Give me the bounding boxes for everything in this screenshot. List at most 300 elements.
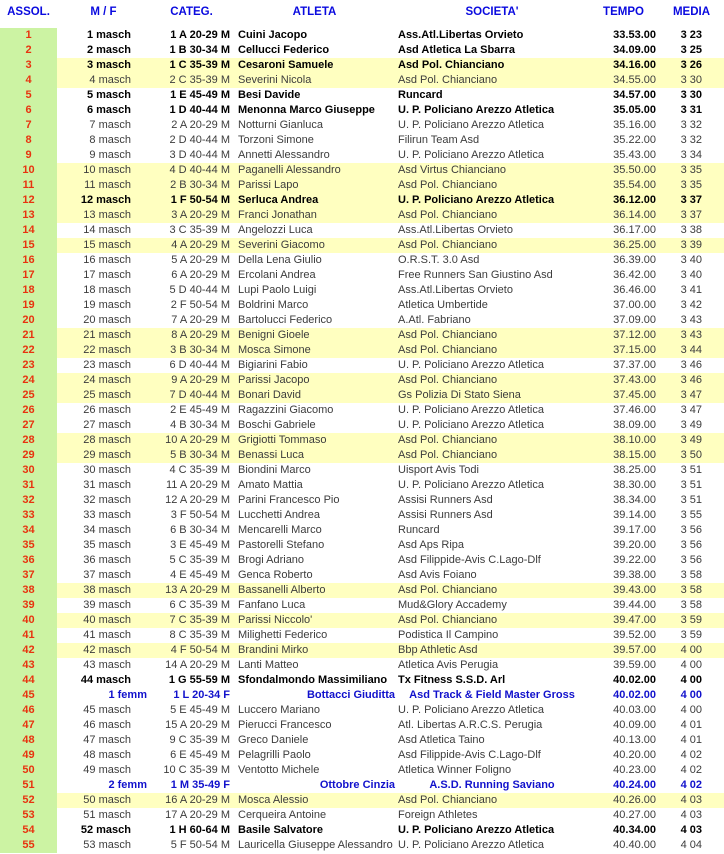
category-cell: 16 A 20-29 M	[150, 793, 233, 808]
team-cell: Asd Pol. Chianciano	[396, 178, 588, 193]
table-row	[0, 298, 724, 313]
overall-position-cell: 45	[0, 688, 57, 703]
time-cell: 34.57.00	[613, 89, 656, 101]
gender-rank-cell: 32 masch	[83, 494, 131, 506]
gender-rank-cell: 45 masch	[83, 704, 131, 716]
athlete-name-cell: Ottobre Cinzia	[319, 779, 395, 791]
pace-cell: 3 58	[680, 599, 702, 611]
pace-cell: 4 02	[680, 749, 702, 761]
overall-position-cell: 22	[0, 343, 57, 358]
athlete-name-cell: Brogi Adriano	[238, 554, 305, 566]
time-cell: 36.42.00	[613, 269, 656, 281]
pace-cell: 4 02	[680, 779, 702, 791]
gender-rank-cell: 26 masch	[83, 404, 131, 416]
category-cell: 6 B 30-34 M	[170, 524, 230, 536]
table-row	[0, 793, 724, 808]
category-cell: 7 A 20-29 M	[171, 314, 230, 326]
time-cell: 35.05.00	[613, 104, 656, 116]
table-row	[0, 748, 724, 763]
pace-cell: 3 40	[680, 254, 702, 266]
time-cell: 40.09.00	[613, 719, 656, 731]
time-cell: 35.43.00	[613, 149, 656, 161]
category-cell: 13 A 20-29 M	[150, 583, 233, 598]
overall-position-cell: 11	[0, 178, 57, 193]
overall-position-cell: 29	[0, 448, 57, 463]
category-cell: 2 E 45-49 M	[170, 404, 230, 416]
category-cell: 5 D 40-44 M	[169, 284, 230, 296]
overall-position-cell: 23	[0, 358, 57, 373]
pace-cell: 4 00	[680, 704, 702, 716]
gender-rank-cell: 51 masch	[83, 809, 131, 821]
overall-position-cell: 27	[0, 418, 57, 433]
gender-rank-cell: 9 masch	[89, 149, 131, 161]
pace-cell: 4 00	[659, 643, 724, 658]
athlete-name-cell: Cesaroni Samuele	[233, 58, 396, 73]
table-row	[0, 238, 724, 253]
team-cell: Filirun Team Asd	[398, 134, 480, 146]
time-cell: 38.10.00	[588, 433, 659, 448]
team-cell: Podistica Il Campino	[398, 629, 499, 641]
category-cell: 14 A 20-29 M	[165, 659, 230, 671]
table-row	[0, 418, 724, 433]
overall-position-cell: 18	[0, 283, 57, 298]
athlete-name-cell: Torzoni Simone	[238, 134, 314, 146]
category-cell: 12 A 20-29 M	[165, 494, 230, 506]
category-cell: 3 A 20-29 M	[150, 208, 233, 223]
table-row	[0, 733, 724, 748]
athlete-name-cell: Amato Mattia	[238, 479, 303, 491]
overall-position-cell: 6	[0, 103, 57, 118]
athlete-name-cell: Greco Daniele	[238, 734, 309, 746]
category-cell: 17 A 20-29 M	[165, 809, 230, 821]
gender-rank-cell: 40 masch	[57, 613, 150, 628]
overall-position-cell: 5	[0, 88, 57, 103]
time-cell: 39.59.00	[613, 659, 656, 671]
category-cell: 4 D 40-44 M	[150, 163, 233, 178]
category-cell: 1 B 30-34 M	[169, 44, 230, 56]
athlete-name-cell: Pelagrilli Paolo	[238, 749, 311, 761]
table-row	[0, 583, 724, 598]
team-cell: U. P. Policiano Arezzo Atletica	[396, 193, 588, 208]
team-cell: Ass.Atl.Libertas Orvieto	[398, 284, 513, 296]
pace-cell: 3 37	[659, 193, 724, 208]
pace-cell: 3 46	[680, 359, 702, 371]
table-row	[0, 283, 724, 298]
gender-rank-cell: 47 masch	[83, 734, 131, 746]
category-cell: 6 E 45-49 M	[170, 749, 230, 761]
athlete-name-cell: Cerqueira Antoine	[238, 809, 327, 821]
gender-rank-cell: 4 masch	[57, 73, 150, 88]
category-cell: 8 A 20-29 M	[150, 328, 233, 343]
time-cell: 33.53.00	[613, 29, 656, 41]
team-cell: Ass.Atl.Libertas Orvieto	[398, 29, 524, 41]
gender-rank-cell: 10 masch	[57, 163, 150, 178]
overall-position-cell: 25	[0, 388, 57, 403]
athlete-name-cell: Fanfano Luca	[238, 599, 306, 611]
pace-cell: 3 47	[659, 388, 724, 403]
athlete-name-cell: Boschi Gabriele	[238, 419, 316, 431]
pace-cell: 4 00	[680, 674, 702, 686]
overall-position-cell: 37	[0, 568, 57, 583]
gender-rank-cell: 16 masch	[83, 254, 131, 266]
category-cell: 3 B 30-34 M	[150, 343, 233, 358]
table-row	[0, 403, 724, 418]
overall-position-cell: 1	[0, 28, 57, 43]
athlete-name-cell: Paganelli Alessandro	[233, 163, 396, 178]
time-cell: 40.02.00	[613, 689, 656, 701]
time-cell: 37.46.00	[613, 404, 656, 416]
category-cell: 1 H 60-64 M	[169, 824, 230, 836]
pace-cell: 3 35	[659, 178, 724, 193]
header-time: TEMPO	[603, 6, 644, 18]
team-cell: Runcard	[398, 524, 440, 536]
athlete-name-cell: Genca Roberto	[238, 569, 313, 581]
pace-cell: 3 49	[659, 433, 724, 448]
table-row	[0, 838, 724, 853]
table-row	[0, 268, 724, 283]
gender-rank-cell: 11 masch	[57, 178, 150, 193]
gender-rank-cell: 8 masch	[89, 134, 131, 146]
athlete-name-cell: Lupi Paolo Luigi	[238, 284, 317, 296]
overall-position-cell: 33	[0, 508, 57, 523]
overall-position-cell: 28	[0, 433, 57, 448]
table-body	[0, 28, 724, 853]
time-cell: 39.44.00	[613, 599, 656, 611]
gender-rank-cell: 12 masch	[57, 193, 150, 208]
athlete-name-cell: Besi Davide	[238, 89, 301, 101]
category-cell: 6 C 35-39 M	[169, 599, 230, 611]
time-cell: 34.16.00	[588, 58, 659, 73]
overall-position-cell: 20	[0, 313, 57, 328]
table-row	[0, 763, 724, 778]
overall-position-cell: 9	[0, 148, 57, 163]
team-cell: Asd Pol. Chianciano	[396, 583, 588, 598]
table-row	[0, 718, 724, 733]
table-row	[0, 133, 724, 148]
pace-cell: 3 34	[680, 149, 702, 161]
time-cell: 36.39.00	[613, 254, 656, 266]
team-cell: Mud&Glory Accademy	[398, 599, 507, 611]
time-cell: 34.09.00	[613, 44, 656, 56]
athlete-name-cell: Cuini Jacopo	[238, 29, 308, 41]
overall-position-cell: 35	[0, 538, 57, 553]
overall-position-cell: 52	[0, 793, 57, 808]
gender-rank-cell: 33 masch	[83, 509, 131, 521]
athlete-name-cell: Biondini Marco	[238, 464, 311, 476]
pace-cell: 3 50	[659, 448, 724, 463]
table-row	[0, 28, 724, 43]
table-row	[0, 463, 724, 478]
table-row	[0, 808, 724, 823]
gender-rank-cell: 35 masch	[83, 539, 131, 551]
pace-cell: 4 01	[680, 734, 702, 746]
team-cell: Gs Polizia Di Stato Siena	[396, 388, 588, 403]
pace-cell: 3 47	[680, 404, 702, 416]
time-cell: 38.15.00	[588, 448, 659, 463]
category-cell: 1 A 20-29 M	[170, 29, 230, 41]
team-cell: U. P. Policiano Arezzo Atletica	[398, 359, 544, 371]
team-cell: U. P. Policiano Arezzo Atletica	[398, 404, 544, 416]
pace-cell: 3 51	[680, 464, 702, 476]
table-row	[0, 73, 724, 88]
overall-position-cell: 36	[0, 553, 57, 568]
category-cell: 3 C 35-39 M	[169, 224, 230, 236]
category-cell: 9 C 35-39 M	[169, 734, 230, 746]
time-cell: 35.50.00	[588, 163, 659, 178]
overall-position-cell: 2	[0, 43, 57, 58]
time-cell: 36.14.00	[588, 208, 659, 223]
athlete-name-cell: Mosca Alessio	[233, 793, 396, 808]
category-cell: 2 A 20-29 M	[171, 119, 230, 131]
gender-rank-cell: 17 masch	[83, 269, 131, 281]
gender-rank-cell: 18 masch	[83, 284, 131, 296]
time-cell: 36.46.00	[613, 284, 656, 296]
time-cell: 39.57.00	[588, 643, 659, 658]
pace-cell: 3 39	[659, 238, 724, 253]
time-cell: 39.14.00	[613, 509, 656, 521]
table-row	[0, 673, 724, 688]
category-cell: 3 E 45-49 M	[170, 539, 230, 551]
overall-position-cell: 3	[0, 58, 57, 73]
time-cell: 40.03.00	[613, 704, 656, 716]
category-cell: 8 C 35-39 M	[169, 629, 230, 641]
time-cell: 39.17.00	[613, 524, 656, 536]
overall-position-cell: 40	[0, 613, 57, 628]
table-row	[0, 538, 724, 553]
table-row	[0, 163, 724, 178]
pace-cell: 3 35	[659, 163, 724, 178]
table-row	[0, 478, 724, 493]
team-cell: Asd Avis Foiano	[398, 569, 477, 581]
team-cell: U. P. Policiano Arezzo Atletica	[398, 479, 544, 491]
table-row	[0, 373, 724, 388]
overall-position-cell: 7	[0, 118, 57, 133]
team-cell: Atletica Winner Foligno	[398, 764, 512, 776]
gender-rank-cell: 44 masch	[80, 674, 131, 686]
pace-cell: 3 37	[659, 208, 724, 223]
athlete-name-cell: Parissi Jacopo	[233, 373, 396, 388]
athlete-name-cell: Bottacci Giuditta	[306, 689, 395, 701]
gender-rank-cell: 52 masch	[80, 824, 131, 836]
athlete-name-cell: Della Lena Giulio	[238, 254, 322, 266]
overall-position-cell: 48	[0, 733, 57, 748]
athlete-name-cell: Lucchetti Andrea	[238, 509, 320, 521]
team-cell: Uisport Avis Todi	[398, 464, 479, 476]
athlete-name-cell: Cellucci Federico	[238, 44, 330, 56]
pace-cell: 3 25	[680, 44, 702, 56]
table-row	[0, 223, 724, 238]
table-row	[0, 358, 724, 373]
gender-rank-cell: 19 masch	[83, 299, 131, 311]
athlete-name-cell: Angelozzi Luca	[238, 224, 313, 236]
gender-rank-cell: 24 masch	[57, 373, 150, 388]
gender-rank-cell: 53 masch	[83, 839, 131, 851]
athlete-name-cell: Severini Giacomo	[233, 238, 396, 253]
header-pace: MEDIA	[672, 6, 711, 18]
athlete-name-cell: Parissi Lapo	[233, 178, 396, 193]
gender-rank-cell: 38 masch	[57, 583, 150, 598]
table-row	[0, 328, 724, 343]
table-row	[0, 643, 724, 658]
time-cell: 36.25.00	[588, 238, 659, 253]
athlete-name-cell: Boldrini Marco	[238, 299, 309, 311]
table-row	[0, 448, 724, 463]
team-cell: Foreign Athletes	[398, 809, 478, 821]
category-cell: 1 G 55-59 M	[168, 674, 230, 686]
team-cell: Asd Pol. Chianciano	[396, 238, 588, 253]
table-row	[0, 778, 724, 793]
athlete-name-cell: Ercolani Andrea	[238, 269, 316, 281]
gender-rank-cell: 5 masch	[86, 89, 131, 101]
category-cell: 10 C 35-39 M	[163, 764, 230, 776]
category-cell: 1 D 40-44 M	[169, 104, 230, 116]
gender-rank-cell: 48 masch	[83, 749, 131, 761]
gender-rank-cell: 20 masch	[83, 314, 131, 326]
pace-cell: 4 03	[659, 793, 724, 808]
gender-rank-cell: 2 femm	[108, 779, 147, 791]
team-cell: Asd Atletica La Sbarra	[398, 44, 515, 56]
team-cell: Asd Pol. Chianciano	[396, 613, 588, 628]
athlete-name-cell: Brandini Mirko	[233, 643, 396, 658]
overall-position-cell: 15	[0, 238, 57, 253]
time-cell: 37.00.00	[613, 299, 656, 311]
overall-position-cell: 16	[0, 253, 57, 268]
pace-cell: 3 46	[659, 373, 724, 388]
athlete-name-cell: Parissi Niccolo'	[233, 613, 396, 628]
overall-position-cell: 34	[0, 523, 57, 538]
category-cell: 6 D 40-44 M	[169, 359, 230, 371]
athlete-name-cell: Severini Nicola	[233, 73, 396, 88]
category-cell: 15 A 20-29 M	[165, 719, 230, 731]
table-row	[0, 88, 724, 103]
time-cell: 40.26.00	[588, 793, 659, 808]
athlete-name-cell: Bartolucci Federico	[238, 314, 333, 326]
time-cell: 40.02.00	[613, 674, 656, 686]
team-cell: Tx Fitness S.S.D. Arl	[398, 674, 506, 686]
team-cell: Asd Atletica Taino	[398, 734, 485, 746]
team-cell: Atl. Libertas A.R.C.S. Perugia	[398, 719, 543, 731]
team-cell: Assisi Runners Asd	[398, 509, 493, 521]
pace-cell: 3 31	[680, 104, 702, 116]
gender-rank-cell: 42 masch	[57, 643, 150, 658]
header-category: CATEG.	[170, 6, 213, 18]
pace-cell: 4 03	[680, 824, 702, 836]
time-cell: 40.27.00	[613, 809, 656, 821]
overall-position-cell: 44	[0, 673, 57, 688]
pace-cell: 3 58	[680, 569, 702, 581]
overall-position-cell: 51	[0, 778, 57, 793]
team-cell: U. P. Policiano Arezzo Atletica	[398, 704, 544, 716]
athlete-name-cell: Ventotto Michele	[238, 764, 320, 776]
gender-rank-cell: 34 masch	[83, 524, 131, 536]
table-row	[0, 208, 724, 223]
athlete-name-cell: Lanti Matteo	[238, 659, 299, 671]
table-row	[0, 688, 724, 703]
team-cell: U. P. Policiano Arezzo Atletica	[398, 419, 544, 431]
table-row	[0, 343, 724, 358]
pace-cell: 3 59	[680, 629, 702, 641]
gender-rank-cell: 21 masch	[57, 328, 150, 343]
gender-rank-cell: 39 masch	[83, 599, 131, 611]
team-cell: O.R.S.T. 3.0 Asd	[398, 254, 480, 266]
team-cell: Atletica Avis Perugia	[398, 659, 499, 671]
time-cell: 40.40.00	[613, 839, 656, 851]
table-row	[0, 493, 724, 508]
athlete-name-cell: Serluca Andrea	[233, 193, 396, 208]
team-cell: Asd Pol. Chianciano	[396, 208, 588, 223]
time-cell: 39.22.00	[613, 554, 656, 566]
pace-cell: 3 56	[680, 524, 702, 536]
category-cell: 1 E 45-49 M	[170, 89, 230, 101]
team-cell: Asd Pol. Chianciano	[396, 433, 588, 448]
overall-position-cell: 13	[0, 208, 57, 223]
category-cell: 1 F 50-54 M	[150, 193, 233, 208]
team-cell: Free Runners San Giustino Asd	[398, 269, 553, 281]
team-cell: Ass.Atl.Libertas Orvieto	[398, 224, 513, 236]
category-cell: 5 B 30-34 M	[150, 448, 233, 463]
category-cell: 4 E 45-49 M	[170, 569, 230, 581]
athlete-name-cell: Franci Jonathan	[233, 208, 396, 223]
overall-position-cell: 32	[0, 493, 57, 508]
table-header-row	[0, 0, 724, 28]
pace-cell: 3 32	[680, 134, 702, 146]
time-cell: 40.23.00	[613, 764, 656, 776]
overall-position-cell: 49	[0, 748, 57, 763]
gender-rank-cell: 14 masch	[83, 224, 131, 236]
athlete-name-cell: Sfondalmondo Massimiliano	[238, 674, 388, 686]
table-row	[0, 118, 724, 133]
athlete-name-cell: Notturni Gianluca	[238, 119, 323, 131]
team-cell: Assisi Runners Asd	[398, 494, 493, 506]
team-cell: Asd Pol. Chianciano	[396, 373, 588, 388]
pace-cell: 3 44	[659, 343, 724, 358]
pace-cell: 3 32	[680, 119, 702, 131]
team-cell: Bbp Athletic Asd	[396, 643, 588, 658]
table-row	[0, 553, 724, 568]
category-cell: 2 C 35-39 M	[150, 73, 233, 88]
overall-position-cell: 43	[0, 658, 57, 673]
category-cell: 2 B 30-34 M	[150, 178, 233, 193]
gender-rank-cell: 23 masch	[83, 359, 131, 371]
pace-cell: 3 43	[659, 328, 724, 343]
header-overall-position: ASSOL.	[7, 6, 50, 18]
table-row	[0, 253, 724, 268]
athlete-name-cell: Mosca Simone	[233, 343, 396, 358]
team-cell: Asd Pol. Chianciano	[396, 73, 588, 88]
gender-rank-cell: 49 masch	[83, 764, 131, 776]
time-cell: 36.17.00	[613, 224, 656, 236]
team-cell: Runcard	[398, 89, 443, 101]
overall-position-cell: 8	[0, 133, 57, 148]
overall-position-cell: 4	[0, 73, 57, 88]
category-cell: 11 A 20-29 M	[165, 479, 230, 491]
pace-cell: 4 00	[680, 659, 702, 671]
table-row	[0, 178, 724, 193]
team-cell: U. P. Policiano Arezzo Atletica	[398, 119, 544, 131]
overall-position-cell: 42	[0, 643, 57, 658]
athlete-name-cell: Parini Francesco Pio	[238, 494, 340, 506]
category-cell: 5 C 35-39 M	[169, 554, 230, 566]
header-team: SOCIETA'	[465, 6, 519, 18]
team-cell: A.S.D. Running Saviano	[429, 779, 555, 791]
athlete-name-cell: Bigiarini Fabio	[238, 359, 308, 371]
team-cell: A.Atl. Fabriano	[398, 314, 471, 326]
overall-position-cell: 30	[0, 463, 57, 478]
athlete-name-cell: Milighetti Federico	[238, 629, 328, 641]
category-cell: 1 C 35-39 M	[150, 58, 233, 73]
pace-cell: 3 56	[680, 539, 702, 551]
overall-position-cell: 12	[0, 193, 57, 208]
